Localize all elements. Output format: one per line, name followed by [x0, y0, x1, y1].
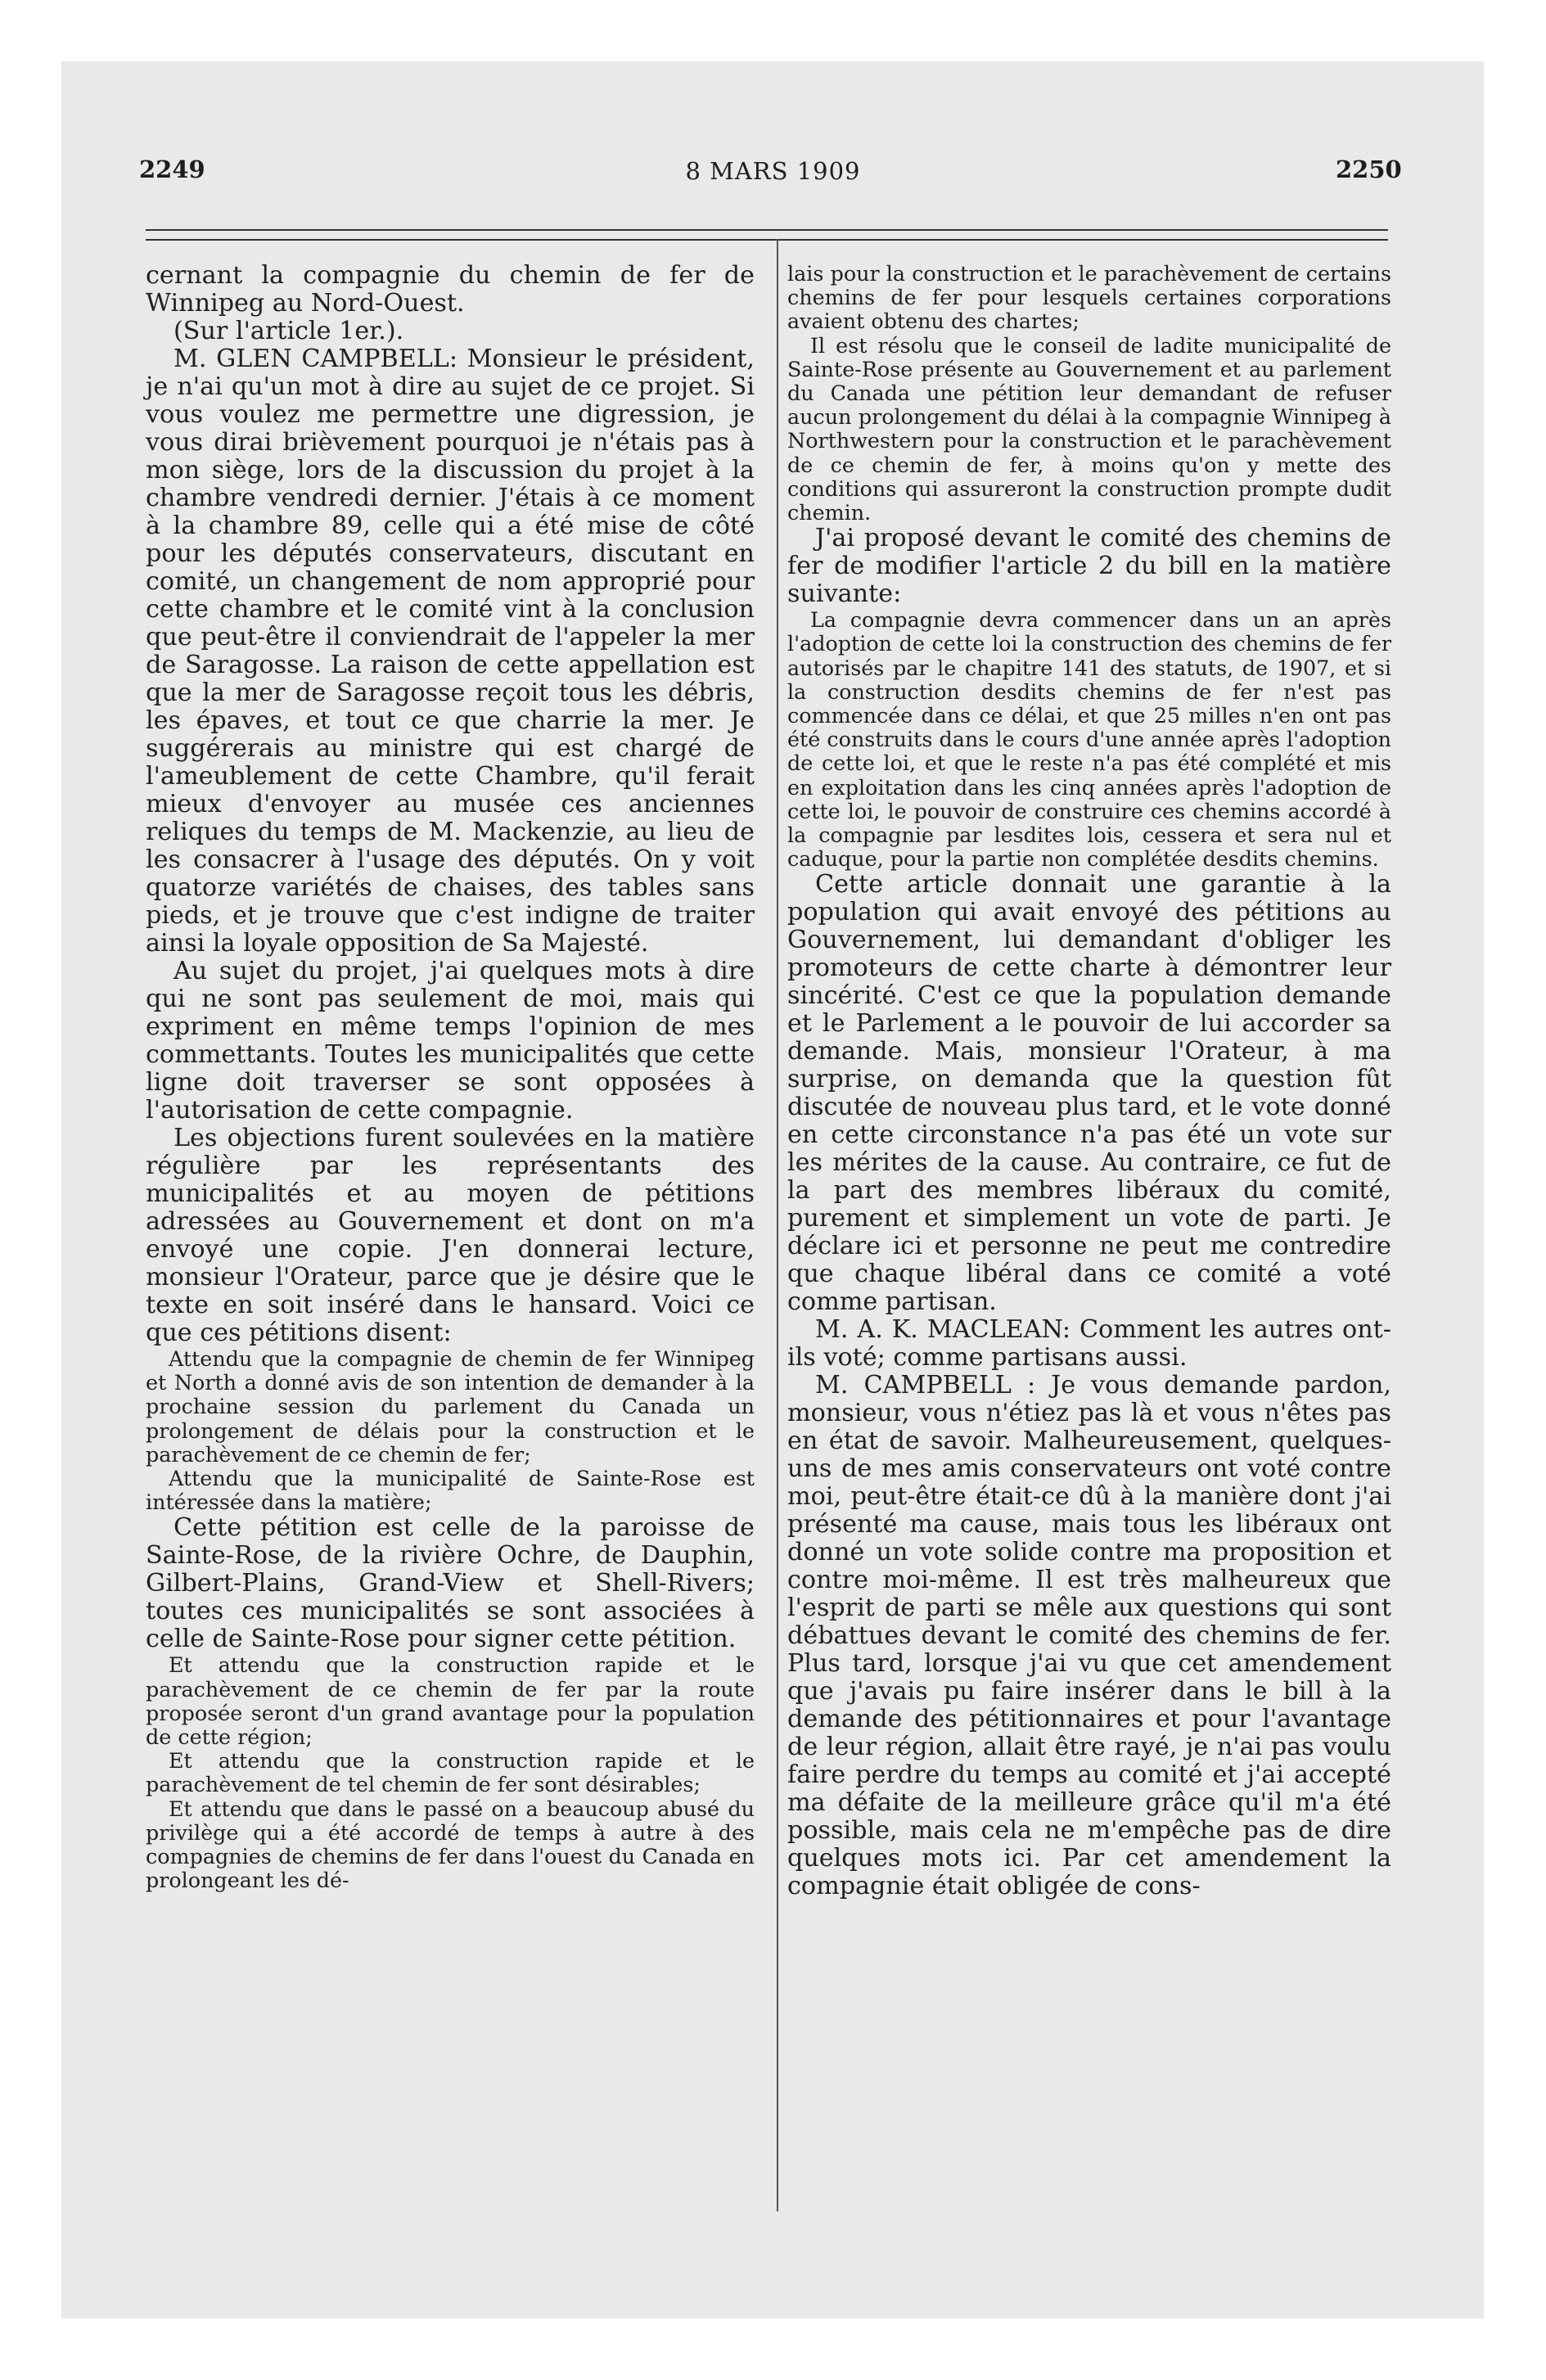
quoted-petition: Et attendu que dans le passé on a beaucoup abusé du privilège qui a été accordé de temps à autre à des compagnies de chemins de fer dans l'ouest du Canada en prolongeant les dé-: [146, 1796, 755, 1893]
paragraph: Au sujet du projet, j'ai quelques mots à dire qui ne sont pas seulement de moi, mais qui expriment en même temps l'opinion de mes commettants. Toutes les municipalités que cette ligne doit traverser se sont opposées à l'autorisation de cette compagnie.: [146, 957, 755, 1125]
paragraph: M. CAMPBELL : Je vous demande pardon, monsieur, vous n'étiez pas là et vous n'êtes pas en état de savoir. Malheureusement, quelques-uns de mes amis conservateurs ont voté contre moi, peut-être était-ce dû à la manière dont j'ai présenté ma cause, mais tous les libéraux ont donné un vote solide contre ma proposition et contre moi-même. Il est très malheureux que l'esprit de parti se mêle aux questions qui sont débattues devant le comité des chemins de fer. Plus tard, lorsque j'ai vu que cet amendement que j'avais pu faire insérer dans le bill à la demande des pétitionnaires et pour l'avantage de leur région, allait être rayé, je n'ai pas voulu faire perdre du temps au comité et j'ai accepté ma défaite de la meilleure grâce qu'il m'a été possible, mais cela ne m'empêche pas de dire quelques mots ici. Par cet amendement la compagnie était obligée de cons-: [787, 1371, 1391, 1901]
quoted-petition: Il est résolu que le conseil de ladite municipalité de Sainte-Rose présente au Gouvernement et au parlement du Canada une pétition leur demandant de refuser aucun prolongement du délai à la compagnie Winnipeg à Northwestern pour la construction et le parachèvement de ce chemin de fer, à moins qu'on y mette des conditions qui assureront la construction prompte dudit chemin.: [787, 332, 1391, 525]
paragraph: (Sur l'article 1er.).: [174, 317, 404, 345]
paragraph: cernant la compagnie du chemin de fer de Winnipeg au Nord-Ouest.: [146, 261, 755, 318]
quoted-petition: Attendu que la municipalité de Sainte-Rose est intéressée dans la matière;: [146, 1466, 755, 1515]
page-number-right: 2250: [1336, 156, 1402, 183]
page-date: 8 MARS 1909: [685, 157, 861, 185]
left-column: [146, 262, 755, 1892]
quoted-petition: Et attendu que la construction rapide et le parachèvement de ce chemin de fer par la route proposée seront d'un grand avantage pour la population de cette région;: [146, 1652, 755, 1750]
paragraph: Les objections furent soulevées en la matière régulière par les représentants des municipalités et au moyen de pétitions adressées au Gouvernement et dont on m'a envoyé une copie. J'en donnerai lecture, monsieur l'Orateur, parce que je désire que le texte en soit inséré dans le hansard. Voici ce que ces pétitions disent:: [146, 1124, 755, 1347]
quoted-petition: lais pour la construction et le parachèvement de certains chemins de fer pour lesquels certaines corporations avaient obtenu des chartes;: [787, 261, 1391, 334]
paragraph: J'ai proposé devant le comité des chemins de fer de modifier l'article 2 du bill en la matière suivante:: [787, 524, 1391, 609]
paragraph: Cette article donnait une garantie à la population qui avait envoyé des pétitions au Gouvernement, lui demandant d'obliger les promoteurs de cette charte à démontrer leur sincérité. C'est ce que la population demande et le Parlement a le pouvoir de lui accorder sa demande. Mais, monsieur l'Orateur, à ma surprise, on demanda que la question fût discutée de nouveau plus tard, et le vote donné en cette circonstance n'a pas été un vote sur les mérites de la cause. Au contraire, ce fut de la part des membres libéraux du comité, purement et simplement un vote de parti. Je déclare ici et personne ne peut me contredire que chaque libéral dans ce comité a voté comme partisan.: [787, 870, 1391, 1317]
paragraph: Cette pétition est celle de la paroisse de Sainte-Rose, de la rivière Ochre, de Dauphin, Gilbert-Plains, Grand-View et Shell-Rivers; toutes ces municipalités se sont associées à celle de Sainte-Rose pour signer cette pétition.: [146, 1513, 755, 1654]
header-rule-top: [146, 229, 1388, 231]
header-rule-bottom: [146, 239, 1388, 241]
paragraph: M. A. K. MACLEAN: Comment les autres ont-ils voté; comme partisans aussi.: [787, 1315, 1391, 1373]
page-number-left: 2249: [139, 156, 205, 183]
quoted-petition: Attendu que la compagnie de chemin de fer Winnipeg et North a donné avis de son intention de demander à la prochaine session du parlement du Canada un prolongement de délais pour la construction et le parachèvement de ce chemin de fer;: [146, 1346, 755, 1467]
quoted-amendment: La compagnie devra commencer dans un an après l'adoption de cette loi la construction des chemins de fer autorisés par le chapitre 141 des statuts, de 1907, et si la construction desdits chemins de fer n'est pas commencée dans ce délai, et que 25 milles n'en ont pas été construits dans le cours d'une année après l'adoption de cette loi, et que le reste n'a pas été complété et mis en exploitation dans les cinq années après l'adoption de cette loi, le pouvoir de construire ces chemins accordé à la compagnie par lesdites lois, cessera et sera nul et caduque, pour la partie non complétée desdits chemins.: [787, 607, 1391, 872]
quoted-petition: Et attendu que la construction rapide et le parachèvement de tel chemin de fer sont désirables;: [146, 1748, 755, 1797]
right-column: [787, 262, 1391, 1900]
paragraph: M. GLEN CAMPBELL: Monsieur le président, je n'ai qu'un mot à dire au sujet de ce projet. Si vous voulez me permettre une digression, je vous dirai brièvement pourquoi je n'étais pas à mon siège, lors de la discussion du projet à la chambre vendredi dernier. J'étais à ce moment à la chambre 89, celle qui a été mise de côté pour les députés conservateurs, discutant en comité, un changement de nom approprié pour cette chambre et le comité vint à la conclusion que peut-être il conviendrait de l'appeler la mer de Saragosse. La raison de cette appellation est que la mer de Saragosse reçoit tous les débris, les épaves, et tout ce que charrie la mer. Je suggérerais au ministre qui est chargé de l'ameublement de cette Chambre, qu'il ferait mieux d'envoyer au musée ces anciennes reliques du temps de M. Mackenzie, au lieu de les consacrer à l'usage des députés. On y voit quatorze variétés de chaises, des tables sans pieds, et je trouve que c'est indigne de traiter ainsi la loyale opposition de Sa Majesté.: [146, 345, 755, 958]
column-divider: [777, 239, 778, 2211]
